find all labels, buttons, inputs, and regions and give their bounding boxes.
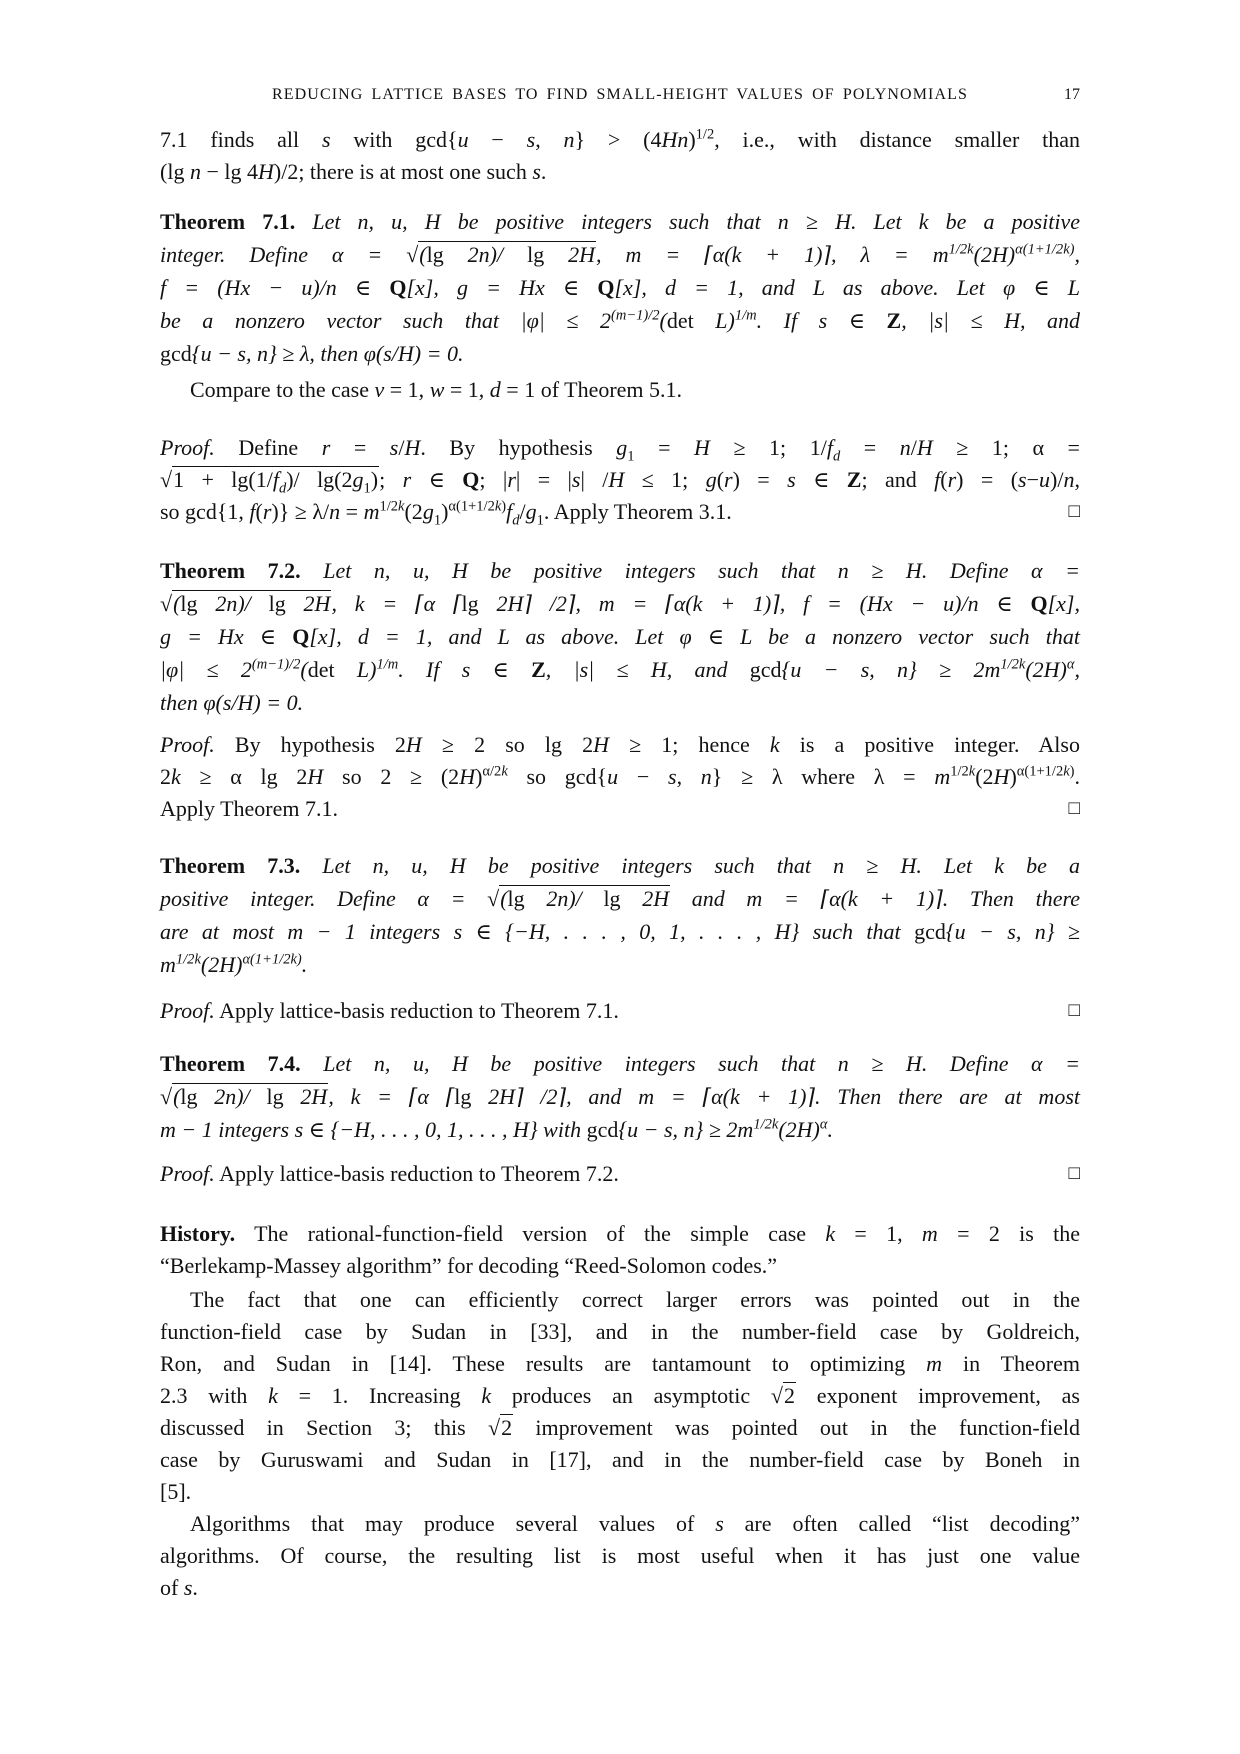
history-paragraph-2 bbox=[160, 1284, 1080, 1508]
text-line: Compare to the case v = 1, w = 1, d = 1 of Theorem 5.1. bbox=[190, 377, 683, 402]
text-line: [5]. bbox=[160, 1479, 192, 1504]
text-line: positive integer. Define α = √(lg 2n)/ lg 2H and m = ⌈α(k + 1)⌉. Then there bbox=[160, 886, 1080, 911]
proof-7-3 bbox=[160, 995, 1080, 1027]
text-line: 2k ≥ α lg 2H so $2 \ge (2H)^{\alpha/2k}$ so gcd{u − s, n} ≥ λ where $\lambda = m^{1/2k}(2H)^{\alpha(1+1/2k)}$. bbox=[160, 763, 1080, 789]
text-line: g = Hx ∈ Q[x], d = 1, and L as above. Let φ ∈ L be a nonzero vector such that bbox=[160, 624, 1080, 649]
text-line: then φ(s/H) = 0. bbox=[160, 690, 304, 715]
text-line: (lg n − lg 4H)/2; there is at most one such s. bbox=[160, 159, 547, 184]
theorem-7-3 bbox=[160, 849, 1080, 981]
running-header bbox=[160, 86, 1080, 110]
text-line: Proof. By hypothesis 2H ≥ 2 so lg 2H ≥ 1; hence k is a positive integer. Also bbox=[160, 732, 1080, 757]
page-number: 17 bbox=[1064, 86, 1080, 103]
text-line: Theorem 7.1. Let n, u, H be positive integers such that n ≥ H. Let k be a positive bbox=[160, 209, 1080, 234]
text-line: $m^{1/2k}(2H)^{\alpha(1+1/2k)}$. bbox=[160, 951, 308, 977]
text-line: m − 1 integers s ∈ {−H, . . . , 0, 1, . . . , H} with gcd{u − s, $n\} \ge 2m^{1/2k}(2H)^\alpha$. bbox=[160, 1116, 833, 1142]
text-line: √(lg 2n)/ lg 2H, k = ⌈α ⌈lg 2H⌉ /2⌉, m = ⌈α(k + 1)⌉, f = (Hx − u)/n ∈ Q[x], bbox=[160, 591, 1080, 616]
text-line: integer. Define α = √(lg 2n)/ lg 2H, m = ⌈α(k + 1)⌉, $\lambda = m^{1/2k}(2H)^{\alpha(1+1/2k)}$, bbox=[160, 241, 1080, 267]
page-body bbox=[160, 124, 1080, 1604]
text-line: algorithms. Of course, the resulting list is most useful when it has just one value bbox=[160, 1543, 1080, 1568]
text-line: Theorem 7.3. Let n, u, H be positive integers such that n ≥ H. Let k be a bbox=[160, 853, 1080, 878]
header-title: REDUCING LATTICE BASES TO FIND SMALL-HEIGHT VALUES OF POLYNOMIALS bbox=[271, 86, 968, 103]
history-paragraph-3 bbox=[160, 1508, 1080, 1604]
text-line: be a nonzero vector such that $|\varphi| \le 2^{(m-1)/2}(\det$ L)$^{1/m}$. If s ∈ Z, |s| ≤ H, and bbox=[160, 307, 1081, 333]
text-line: Ron, and Sudan in [14]. These results are tantamount to optimizing m in Theorem bbox=[160, 1351, 1081, 1376]
text-line: Theorem 7.2. Let n, u, H be positive integers such that n ≥ H. Define α = bbox=[160, 558, 1080, 583]
text-line: discussed in Section 3; this √2 improvement was pointed out in the function-field bbox=[160, 1415, 1080, 1440]
text-line: Proof. Apply lattice-basis reduction to Theorem 7.1. □ bbox=[160, 998, 1080, 1023]
text-line: The fact that one can efficiently correct larger errors was pointed out in the bbox=[190, 1287, 1080, 1312]
theorem-7-1 bbox=[160, 205, 1080, 370]
text-line: Proof. Define r = s/H. By hypothesis $g_1 = H \ge 1$; $1/f_d = n/H \ge 1$; α = bbox=[160, 435, 1080, 465]
text-line: History. The rational-function-field version of the simple case k = 1, m = 2 is the bbox=[160, 1221, 1080, 1246]
text-line: so gcd{1, $f(r)\} \ge \lambda/n = m^{1/2k}(2g_1)^{\alpha(1+1/2k)}f_d/g_1$. Apply Theorem 3.1. □ bbox=[160, 498, 1080, 529]
history-heading-paragraph bbox=[160, 1218, 1080, 1282]
text-line: √(lg 2n)/ lg 2H, k = ⌈α ⌈lg 2H⌉ /2⌉, and m = ⌈α(k + 1)⌉. Then there are at most bbox=[160, 1084, 1080, 1109]
theorem-7-4 bbox=[160, 1047, 1080, 1146]
text-line: 7.1 finds all s with gcd{u − s, $n\} > (4Hn)^{1/2}$, i.e., with distance smaller than bbox=[160, 126, 1081, 152]
compare-note bbox=[160, 374, 1080, 406]
paragraph-intro bbox=[160, 124, 1080, 188]
text-line: “Berlekamp-Massey algorithm” for decoding “Reed-Solomon codes.” bbox=[160, 1253, 778, 1278]
text-line: Apply Theorem 7.1. □ bbox=[160, 796, 1080, 821]
theorem-7-2 bbox=[160, 554, 1080, 719]
text-line: f = (Hx − u)/n ∈ Q[x], g = Hx ∈ Q[x], d = 1, and L as above. Let φ ∈ L bbox=[160, 275, 1080, 300]
text-line: gcd{u − s, n} ≥ λ, then φ(s/H) = 0. bbox=[160, 341, 464, 366]
text-line: of s. bbox=[160, 1575, 198, 1600]
text-line: Proof. Apply lattice-basis reduction to Theorem 7.2. □ bbox=[160, 1161, 1080, 1186]
text-line: $√1 + \lg(1/f_d)/$ $\lg(2g_1)$; r ∈ Q; |r| = |s| /H ≤ 1; g(r) = s ∈ Z; and f(r) = (s−u)/n, bbox=[160, 467, 1080, 497]
proof-7-1 bbox=[160, 432, 1080, 528]
text-line: Algorithms that may produce several values of s are often called “list decoding” bbox=[190, 1511, 1080, 1536]
text-line: Theorem 7.4. Let n, u, H be positive integers such that n ≥ H. Define α = bbox=[160, 1051, 1080, 1076]
text-line: 2.3 with k = 1. Increasing k produces an asymptotic √2 exponent improvement, as bbox=[160, 1383, 1080, 1408]
text-line: $|\varphi| \le 2^{(m-1)/2}(\det$ L)$^{1/m}$. If s ∈ Z, |s| ≤ H, and gcd{u − s, $n\} \ge 2m^{1/2k}(2H)^\alpha$, bbox=[160, 656, 1081, 682]
proof-7-4 bbox=[160, 1158, 1080, 1190]
proof-7-2 bbox=[160, 729, 1080, 825]
text-line: case by Guruswami and Sudan in [17], and in the number-field case by Boneh in bbox=[160, 1447, 1080, 1472]
text-line: function-field case by Sudan in [33], and in the number-field case by Goldreich, bbox=[160, 1319, 1080, 1344]
text-line: are at most m − 1 integers s ∈ {−H, . . . , 0, 1, . . . , H} such that gcd{u − s, n} ≥ bbox=[160, 919, 1080, 944]
